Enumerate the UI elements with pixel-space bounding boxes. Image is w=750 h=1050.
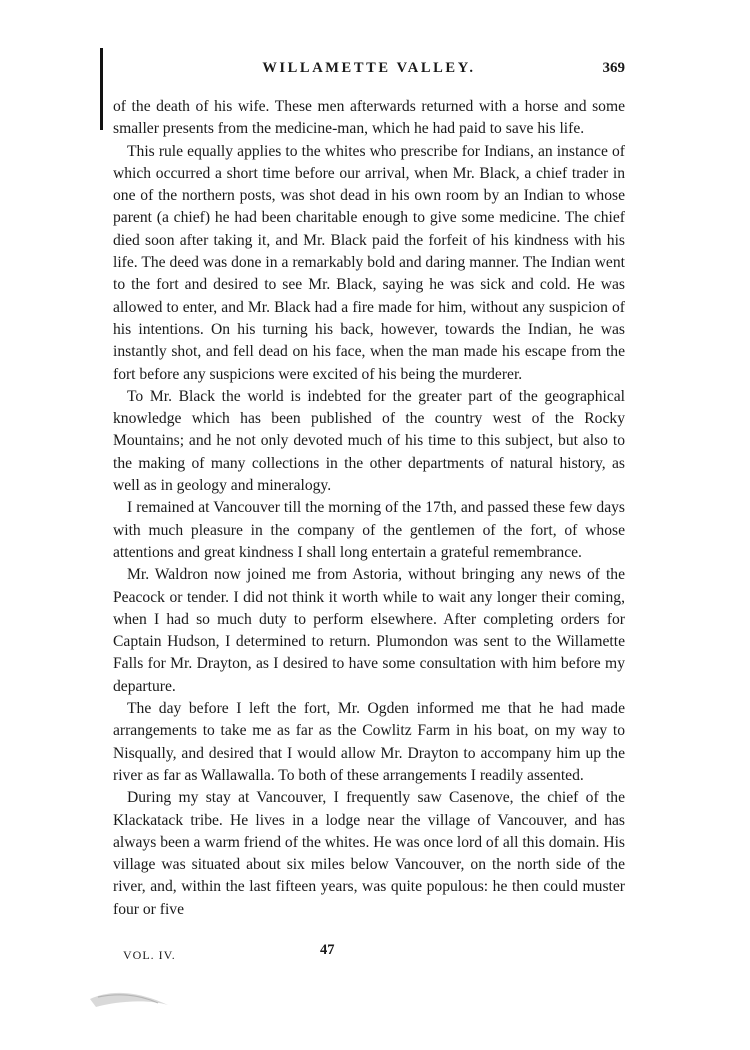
signature-mark: 47 xyxy=(320,942,335,958)
paragraph-remained-at-vancouver: I remained at Vancouver till the morning of the 17th, and passed these few days with much pleasure in the company of the gentlemen of the fort, of whose attentions and great kindness I shall long entertain a grateful remembrance. xyxy=(113,499,625,561)
running-title: WILLAMETTE VALLEY. xyxy=(262,60,476,76)
margin-rule xyxy=(100,48,103,130)
scan-smudge xyxy=(88,985,178,1013)
body-text xyxy=(113,96,625,921)
paragraph-casenove: During my stay at Vancouver, I frequently saw Casenove, the chief of the Klackatack tribe. He lives in a lodge near the village of Vancouver, and has always been a warm friend of the whites. He was once lord of all this domain. His village was situated about six miles below Vancouver, on the north side of the river, and, within the last fifteen years, was quite populous: he then could muster four or five xyxy=(113,789,625,918)
paragraph-continuation: of the death of his wife. These men afterwards returned with a horse and some smaller presents from the medicine-man, which he had paid to save his life. xyxy=(113,98,625,138)
volume-mark: VOL. IV. xyxy=(123,948,176,962)
paragraph-geographical-knowledge: To Mr. Black the world is indebted for the greater part of the geographical knowledge which has been published of the country west of the Rocky Mountains; and he not only devoted much of his time to this subject, but also to the making of many collections in the other departments of natural history, as well as in geology and mineralogy. xyxy=(113,387,625,495)
paragraph-mr-black-death: This rule equally applies to the whites who prescribe for Indians, an instance of which occurred a short time before our arrival, when Mr. Black, a chief trader in one of the northern posts, was shot dead in his own room by an Indian to whose parent (a chief) he had been charitable enough to give some medicine. The chief died soon after taking it, and Mr. Black paid the forfeit of his kindness with his life. The deed was done in a remarkably bold and daring manner. The Indian went to the fort and desired to see Mr. Black, saying he was sick and cold. He was allowed to enter, and Mr. Black had a fire made for him, without any suspicion of his intentions. On his turning his back, however, towards the Indian, he was instantly shot, and fell dead on his face, when the man made his escape from the fort before any suspicions were excited of his being the murderer. xyxy=(113,142,625,383)
page-number: 369 xyxy=(602,60,625,76)
page-footer xyxy=(123,942,543,962)
paragraph-day-before-leaving: The day before I left the fort, Mr. Ogden informed me that he had made arrangements to take me as far as the Cowlitz Farm in his boat, on my way to Nisqually, and desired that I would allow Mr. Drayton to accompany him up the river as far as Wallawalla. To both of these arrangements I readily assented. xyxy=(113,700,625,784)
paragraph-waldron-joined: Mr. Waldron now joined me from Astoria, without bringing any news of the Peacock or tender. I did not think it worth while to wait any longer their coming, when I had so much duty to perform elsewhere. After completing orders for Captain Hudson, I determined to return. Plumondon was sent to the Willamette Falls for Mr. Drayton, as I desired to have some consultation with him before my departure. xyxy=(113,566,625,695)
running-head xyxy=(113,60,625,80)
